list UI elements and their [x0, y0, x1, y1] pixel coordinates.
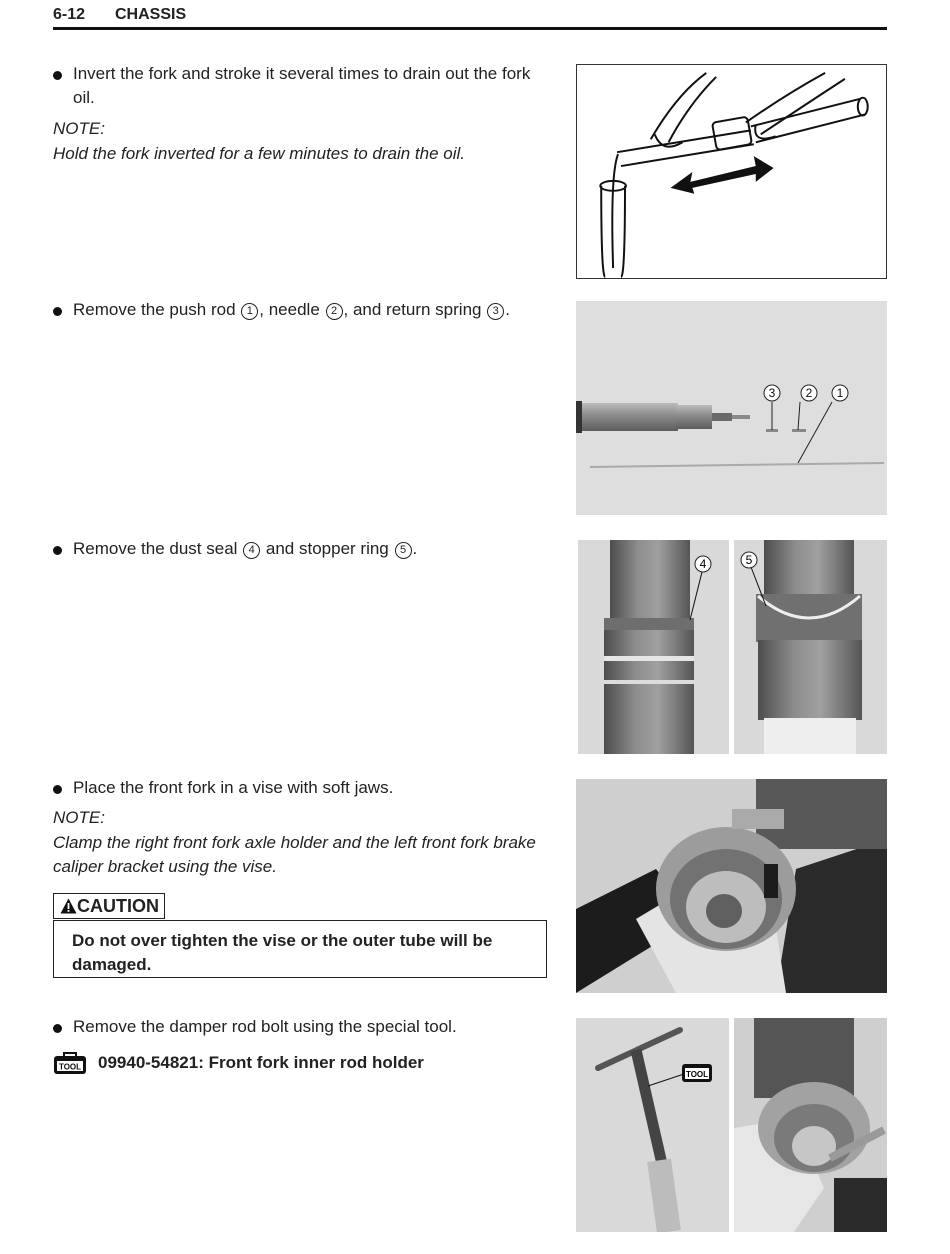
toolbox-icon [53, 1051, 87, 1075]
tool-icon-label: TOOL [58, 1062, 82, 1072]
tool-description: 09940-54821: Front fork inner rod holder [98, 1053, 424, 1072]
figure-fork-drain-illustration [576, 64, 887, 279]
callout-3: 3 [768, 386, 776, 400]
step-remove-push-rod [53, 298, 553, 322]
figure-dust-seal-photo [578, 540, 729, 754]
tool-in-use-photo [734, 1018, 887, 1232]
callout-2: 2 [326, 303, 343, 320]
caution-label: CAUTION [77, 896, 159, 916]
tool-photo [576, 1018, 729, 1232]
stopper-ring-photo [734, 540, 887, 754]
step-text: Remove the damper rod bolt using the special tool. [73, 1017, 457, 1036]
page-header [53, 4, 887, 28]
fork-drain-drawing [577, 65, 886, 278]
note-label: NOTE: [53, 808, 105, 827]
fork-in-vise-photo [576, 779, 887, 993]
step-text: . [505, 300, 510, 319]
step-text: , needle [259, 300, 320, 319]
bullet-dot [53, 1024, 62, 1033]
push-rod-photo [576, 301, 887, 515]
note-line-1: Clamp the right front fork axle holder and the left front fork brake [53, 833, 536, 852]
caution-box [53, 920, 547, 978]
callout-3: 3 [487, 303, 504, 320]
step-text: Place the front fork in a vise with soft jaws. [73, 778, 394, 797]
tool-label: TOOL [685, 1070, 709, 1079]
warning-icon [60, 898, 77, 914]
step-text-line-2: oil. [73, 88, 95, 107]
callout-4: 4 [699, 557, 707, 571]
step-drain-oil [53, 62, 553, 110]
callout-5: 5 [745, 553, 753, 567]
callout-5: 5 [395, 542, 412, 559]
double-arrow-icon [671, 156, 774, 194]
section-title: CHASSIS [115, 6, 187, 23]
figure-push-rod-photo [576, 301, 887, 515]
page-number: 6-12 [53, 6, 86, 23]
figure-tool-in-use-photo [734, 1018, 887, 1232]
figure-inner-rod-holder-tool-photo [576, 1018, 729, 1232]
step-place-in-vise [53, 776, 553, 800]
step-remove-dust-seal [53, 537, 553, 561]
bullet-dot [53, 307, 62, 316]
step-text: Remove the push rod [73, 300, 236, 319]
figure-stopper-ring-photo [734, 540, 887, 754]
step-remove-damper-bolt [53, 1015, 553, 1039]
step-text: Remove the dust seal [73, 539, 238, 558]
callout-4: 4 [243, 542, 260, 559]
caution-line-1: Do not over tighten the vise or the outer tube will be [72, 931, 493, 950]
bullet-dot [53, 546, 62, 555]
bullet-dot [53, 71, 62, 80]
step-text-line-1: Invert the fork and stroke it several times to drain out the fork [73, 64, 531, 83]
step-text: and stopper ring [265, 539, 389, 558]
note-label: NOTE: [53, 119, 105, 138]
note-line-2: caliper bracket using the vise. [53, 857, 277, 876]
step-text: . [412, 539, 418, 558]
caution-tag [53, 893, 165, 919]
dust-seal-photo [578, 540, 729, 754]
callout-1: 1 [241, 303, 258, 320]
header-rule [53, 27, 887, 30]
note-text [53, 831, 553, 879]
note-text: Hold the fork inverted for a few minutes to drain the oil. [53, 144, 465, 163]
caution-line-2: damaged. [72, 955, 152, 974]
figure-fork-in-vise-photo [576, 779, 887, 993]
callout-2: 2 [805, 386, 813, 400]
step-text: , and return spring [343, 300, 482, 319]
bullet-dot [53, 785, 62, 794]
callout-1: 1 [836, 386, 844, 400]
